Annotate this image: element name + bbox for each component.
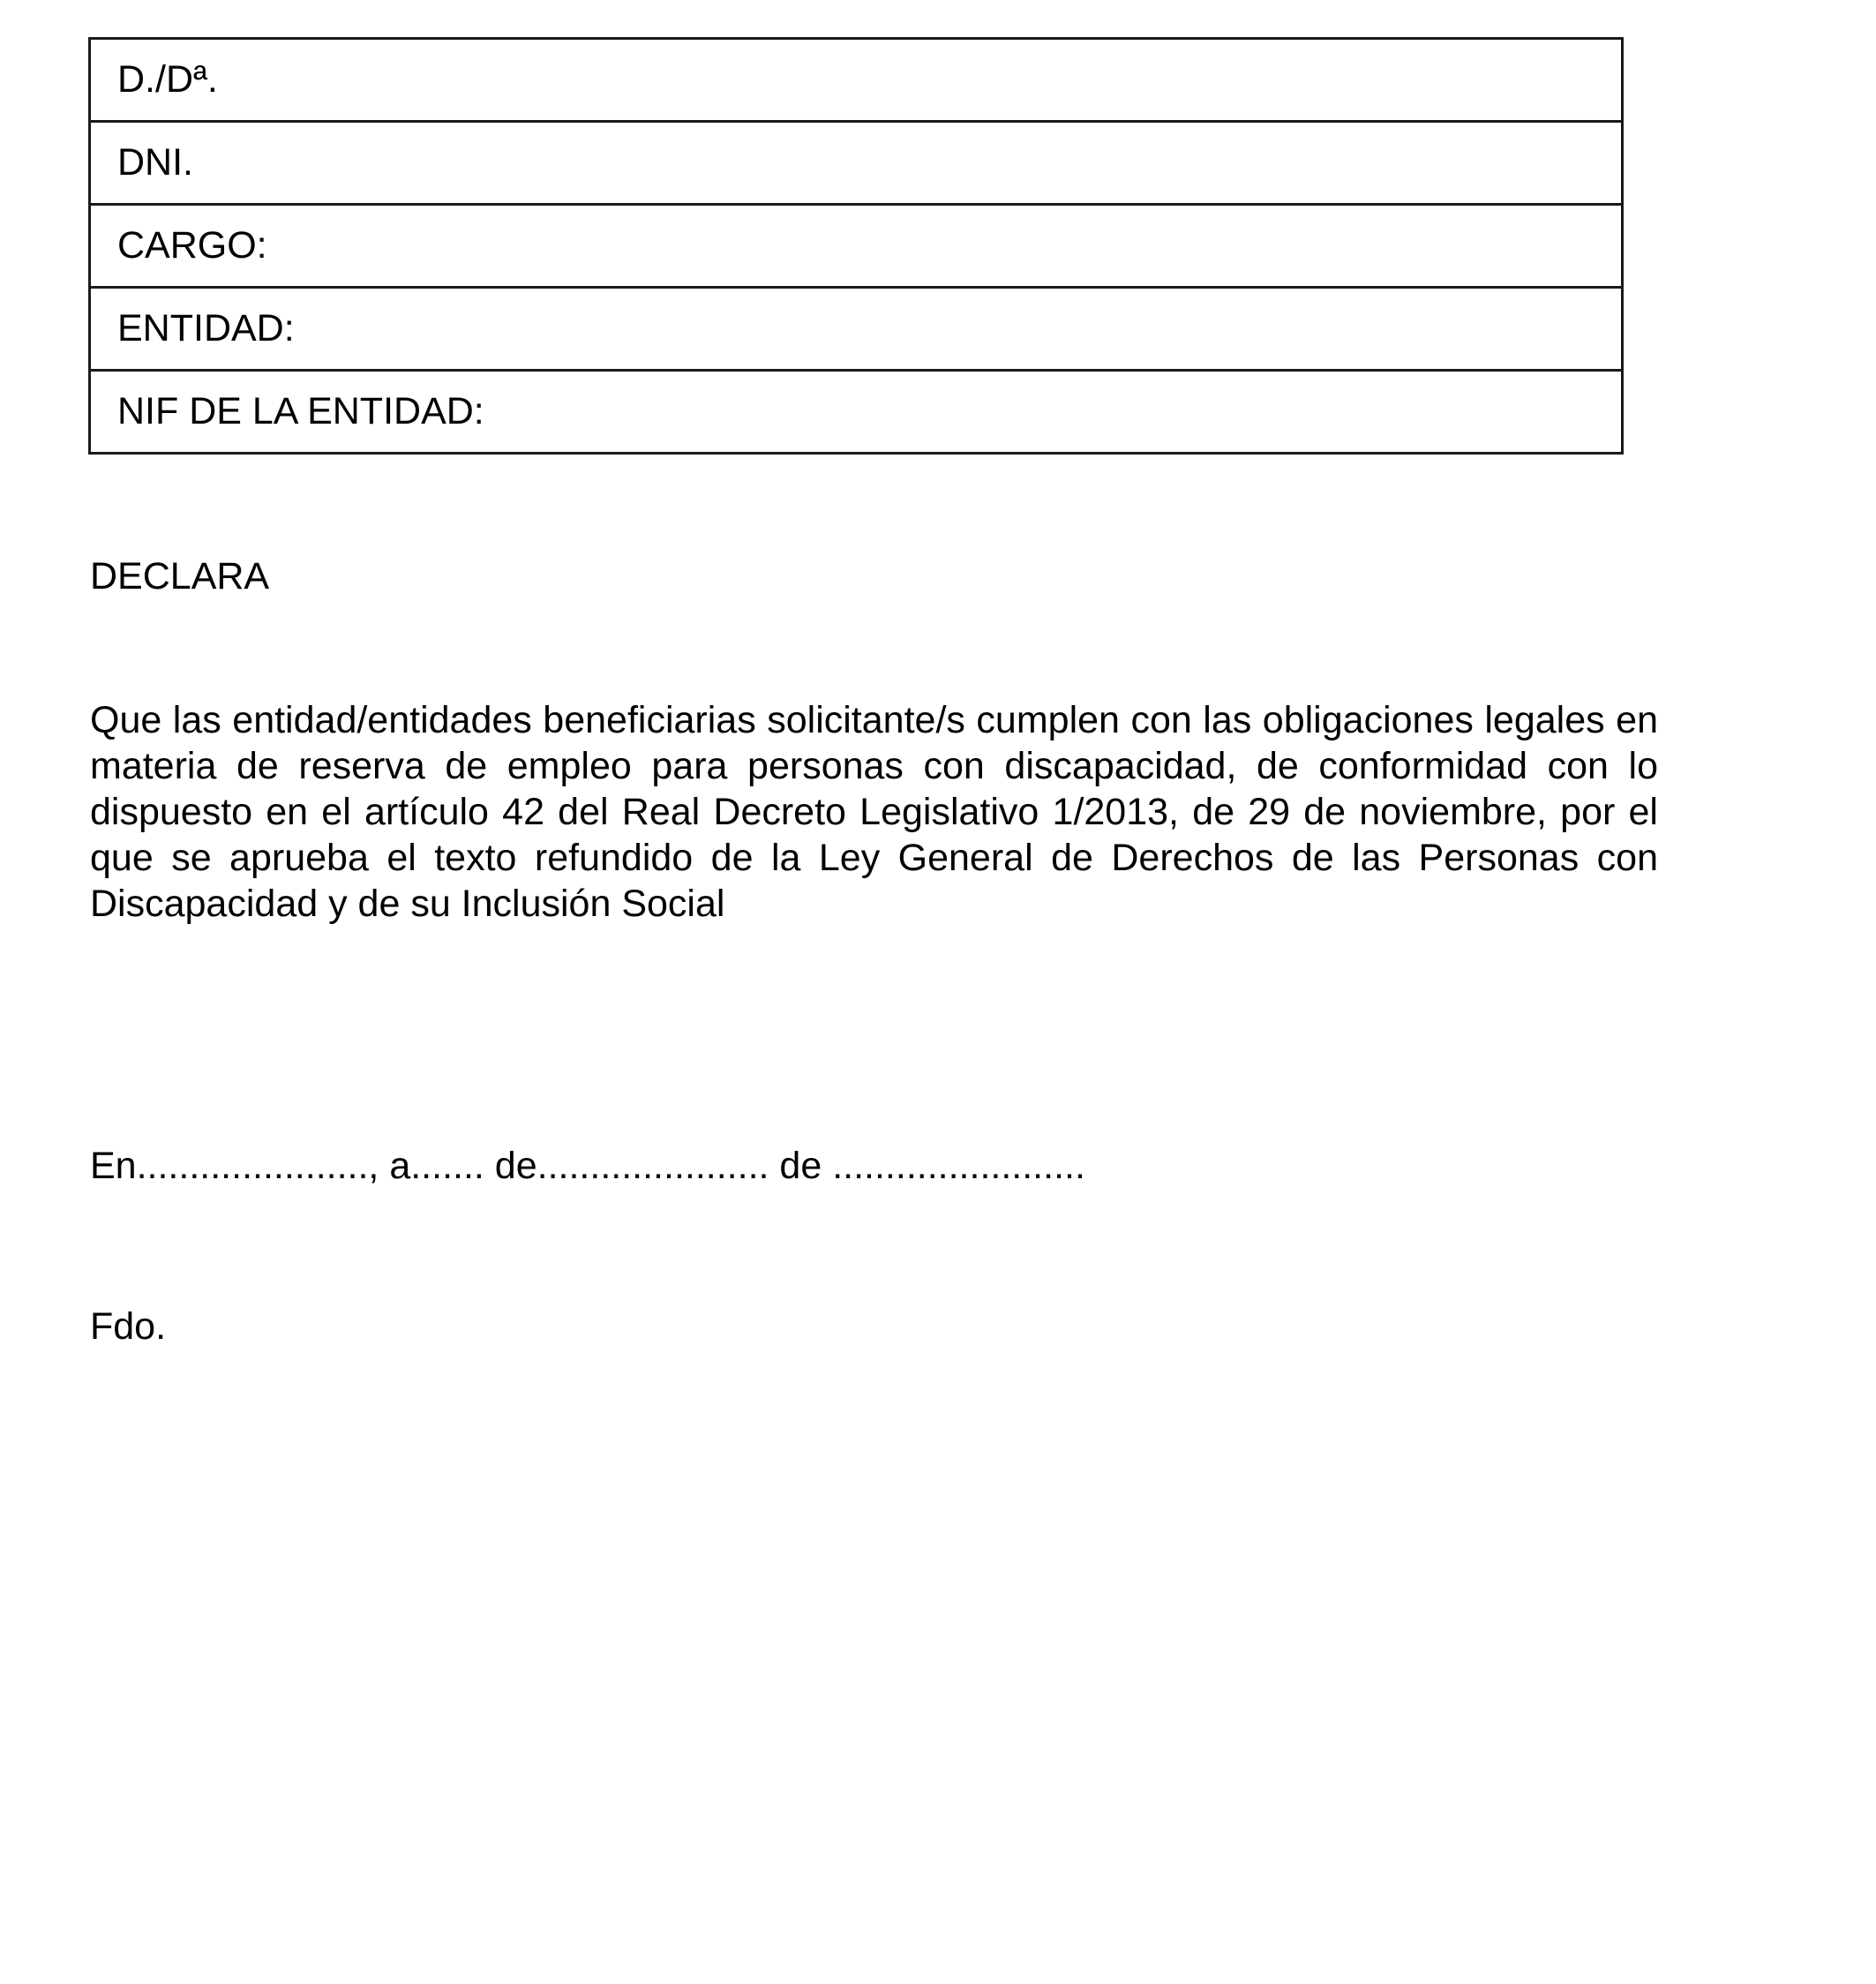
table-row: [90, 122, 1623, 205]
table-row: [90, 288, 1623, 371]
table-row: [90, 371, 1623, 454]
cargo-field[interactable]: [90, 205, 1623, 288]
nif-field[interactable]: [90, 371, 1623, 454]
table-row: [90, 39, 1623, 122]
nif-label: NIF DE LA ENTIDAD:: [117, 390, 484, 432]
table-row: [90, 205, 1623, 288]
declaration-heading: DECLARA: [90, 555, 270, 597]
date-place-line: En......................, a....... de...................... de ........................: [90, 1145, 1085, 1187]
name-field[interactable]: [90, 39, 1623, 122]
personal-data-table: [88, 37, 1624, 455]
name-label: D./Dª.: [117, 58, 218, 101]
signature-label: Fdo.: [90, 1305, 167, 1348]
dni-field[interactable]: [90, 122, 1623, 205]
entidad-field[interactable]: [90, 288, 1623, 371]
dni-label: DNI.: [117, 141, 193, 184]
declaration-body: Que las entidad/entidades beneficiarias solicitante/s cumplen con las obligaciones legales en materia de reserva de empleo para personas con discapacidad, de conformidad con lo dispuesto en el artículo 42 del Real Decreto Legislativo 1/2013, de 29 de noviembre, por el que se aprueba el texto refundido de la Ley General de Derechos de las Personas con Discapacidad y de su Inclusión Social: [90, 699, 1658, 925]
entidad-label: ENTIDAD:: [117, 307, 295, 349]
cargo-label: CARGO:: [117, 224, 267, 267]
